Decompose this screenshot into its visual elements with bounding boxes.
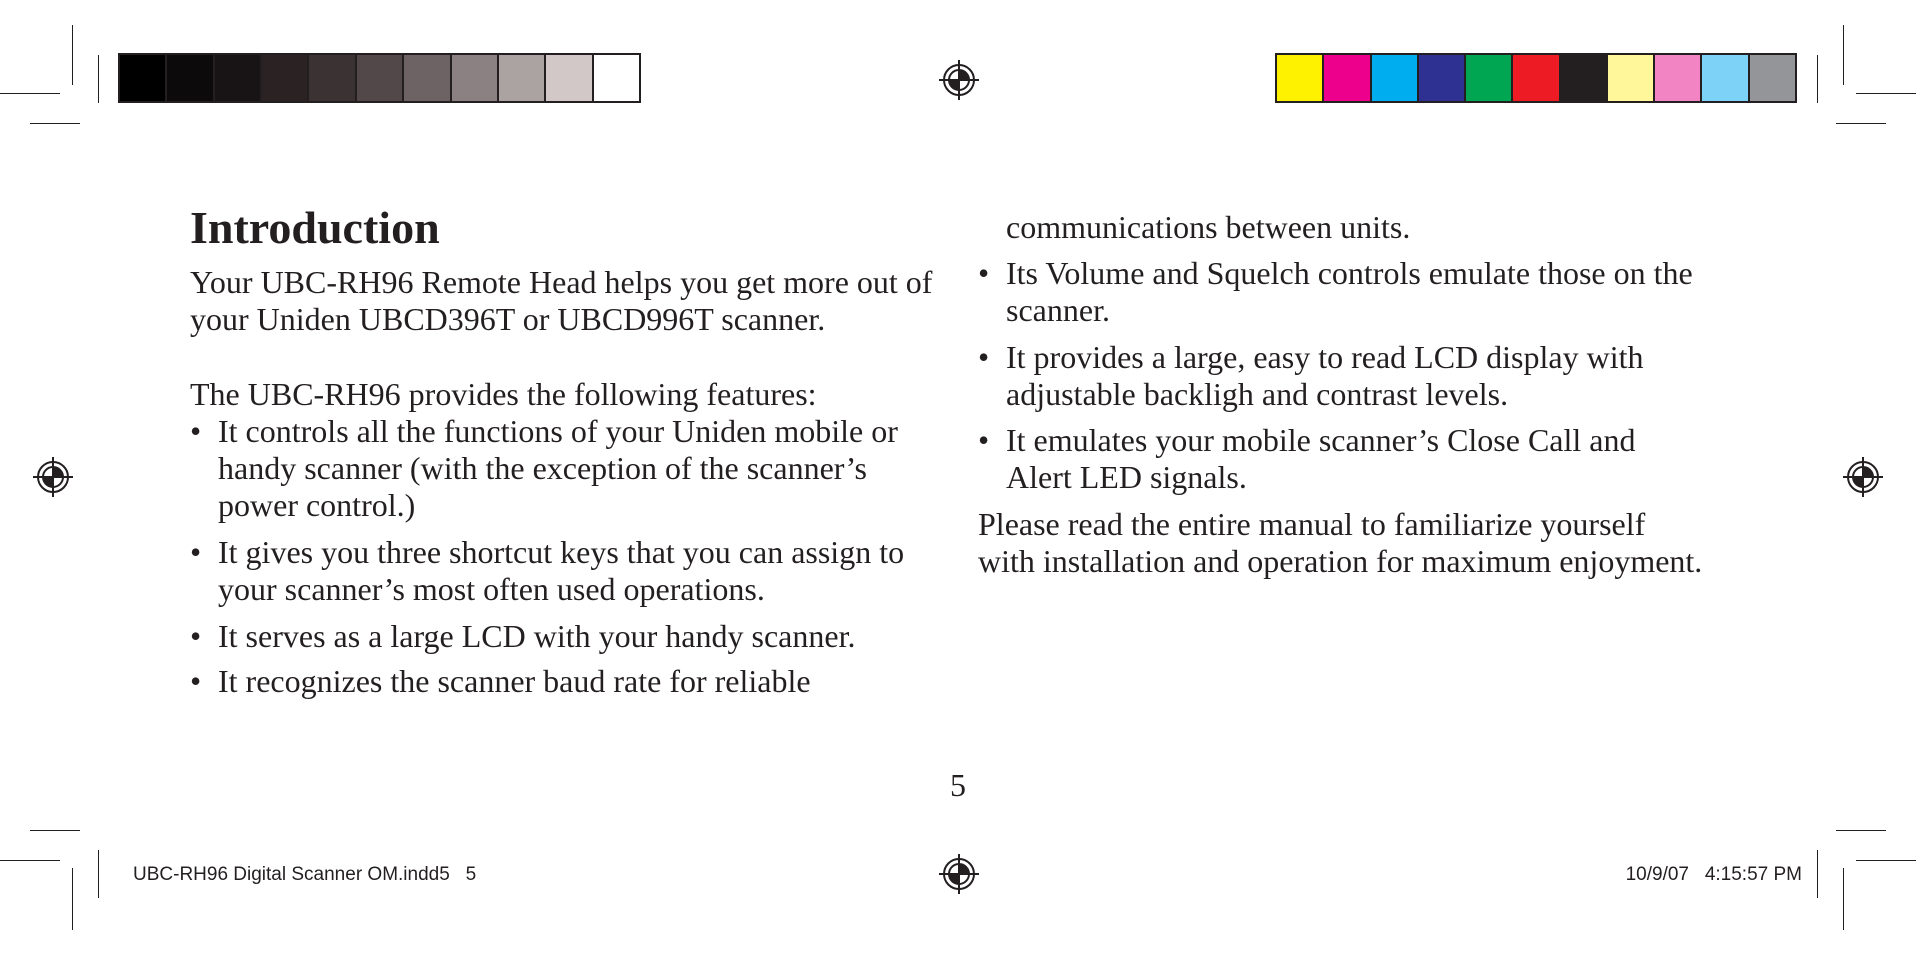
gray-swatch [404, 55, 449, 101]
crop-mark [98, 850, 99, 898]
color-swatch [1513, 55, 1558, 101]
page-number: 5 [950, 767, 966, 803]
crop-mark [1856, 860, 1916, 861]
bullet-dot: • [978, 339, 990, 375]
crop-mark [1856, 93, 1916, 94]
crop-mark [1843, 868, 1844, 930]
features-lead: The UBC-RH96 provides the following features: [190, 376, 817, 412]
gray-swatch [215, 55, 260, 101]
color-swatch [1324, 55, 1369, 101]
gray-swatch [262, 55, 307, 101]
gray-swatch [357, 55, 402, 101]
gray-swatch [309, 55, 354, 101]
feature-bullet [190, 618, 950, 655]
crop-mark [98, 55, 99, 103]
feature-bullet [190, 534, 950, 608]
bullet-continuation: communications between units. [1006, 209, 1411, 245]
color-swatch [1702, 55, 1747, 101]
crop-mark [1817, 55, 1818, 103]
crop-mark [1843, 25, 1844, 85]
crop-mark [0, 860, 60, 861]
gray-swatch [499, 55, 544, 101]
gray-swatch [452, 55, 497, 101]
color-swatch [1466, 55, 1511, 101]
feature-text: It recognizes the scanner baud rate for reliable [218, 663, 811, 699]
feature-bullet [978, 255, 1698, 329]
crop-mark [1836, 123, 1886, 124]
bullet-dot: • [190, 663, 202, 699]
crop-mark [0, 93, 60, 94]
feature-text: It controls all the functions of your Uniden mobile or handy scanner (with the exception of the scanner’s power control.) [218, 413, 898, 523]
process-color-bar [1275, 53, 1797, 103]
slug-datetime: 10/9/07 4:15:57 PM [1625, 864, 1802, 885]
crop-mark [1836, 830, 1886, 831]
feature-bullet [190, 663, 950, 700]
crop-mark [72, 868, 73, 930]
registration-mark-icon [938, 59, 980, 101]
crop-mark [30, 830, 80, 831]
color-swatch [1608, 55, 1653, 101]
feature-bullet [978, 339, 1698, 413]
bullet-dot: • [190, 413, 202, 449]
gray-swatch [546, 55, 591, 101]
feature-text: It provides a large, easy to read LCD display with adjustable backligh and contrast levels. [1006, 339, 1644, 412]
slug-filename: UBC-RH96 Digital Scanner OM.indd5 5 [133, 864, 477, 885]
color-swatch [1419, 55, 1464, 101]
intro-paragraph: Your UBC-RH96 Remote Head helps you get more out of your Uniden UBCD396T or UBCD996T scanner. [190, 264, 933, 337]
grayscale-color-bar [118, 53, 641, 103]
feature-text: It gives you three shortcut keys that you can assign to your scanner’s most often used operations. [218, 534, 905, 607]
closing-paragraph: Please read the entire manual to familiarize yourself with installation and operation for maximum enjoyment. [978, 506, 1703, 579]
crop-mark [30, 123, 80, 124]
feature-text: Its Volume and Squelch controls emulate those on the scanner. [1006, 255, 1693, 328]
bullet-dot: • [190, 618, 202, 654]
registration-mark-icon [1842, 456, 1884, 498]
crop-mark [1817, 850, 1818, 898]
gray-swatch [167, 55, 212, 101]
color-swatch [1277, 55, 1322, 101]
feature-bullet [190, 413, 950, 524]
color-swatch [1561, 55, 1606, 101]
feature-text: It emulates your mobile scanner’s Close Call and Alert LED signals. [1006, 422, 1636, 495]
bullet-dot: • [190, 534, 202, 570]
bullet-dot: • [978, 422, 990, 458]
registration-mark-icon [938, 853, 980, 895]
crop-mark [72, 25, 73, 85]
color-swatch [1750, 55, 1795, 101]
registration-mark-icon [32, 456, 74, 498]
gray-swatch [594, 55, 639, 101]
gray-swatch [120, 55, 165, 101]
color-swatch [1655, 55, 1700, 101]
color-swatch [1372, 55, 1417, 101]
bullet-dot: • [978, 255, 990, 291]
page-title: Introduction [190, 202, 440, 253]
feature-bullet [978, 422, 1698, 496]
feature-text: It serves as a large LCD with your handy scanner. [218, 618, 856, 654]
